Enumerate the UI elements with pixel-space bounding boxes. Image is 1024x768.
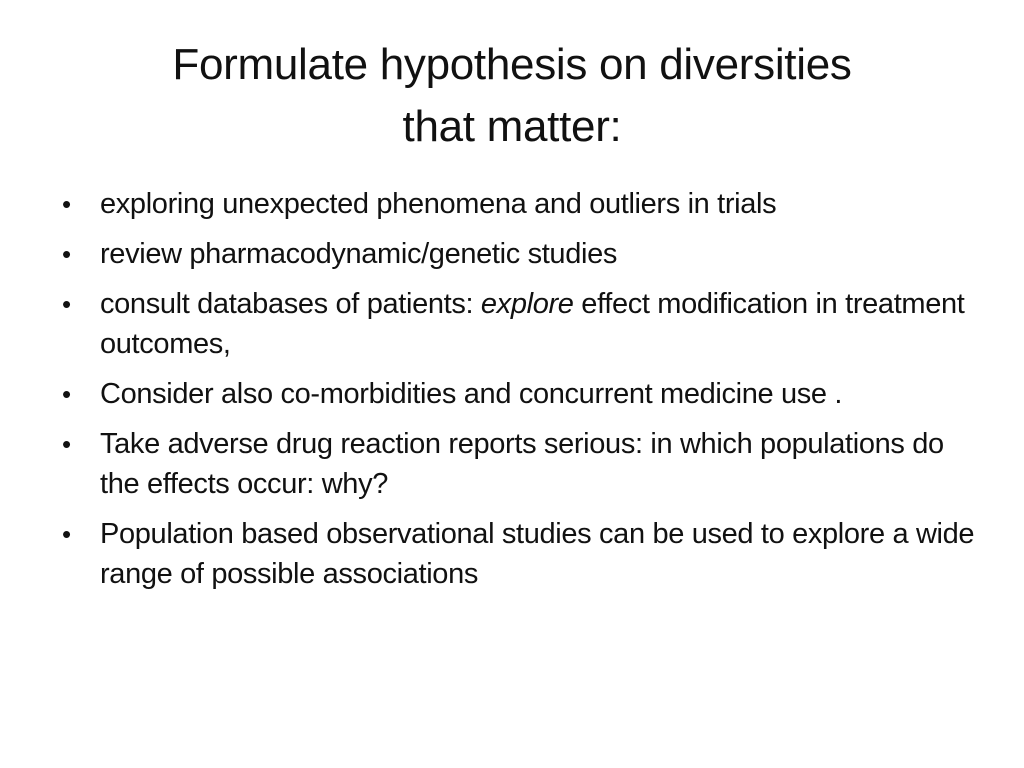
slide-title bbox=[60, 34, 964, 158]
bullet-text-end: effect modification in treatment outcomes, bbox=[100, 288, 965, 360]
bullet-text: exploring unexpected phenomena and outliers in trials bbox=[100, 188, 777, 220]
bullet-dot-icon: • bbox=[62, 289, 71, 319]
bullet-text: Take adverse drug reaction reports serious: in which populations do the effects occur: why? bbox=[100, 428, 944, 500]
bullet-list bbox=[56, 184, 976, 604]
bullet-dot-icon: • bbox=[62, 379, 71, 409]
bullet-text: Population based observational studies can be used to explore a wide range of possible associations bbox=[100, 518, 975, 590]
slide-title-line-2: that matter: bbox=[402, 102, 622, 151]
bullet-item-1 bbox=[56, 184, 976, 224]
bullet-text bbox=[100, 288, 964, 360]
slide-title-line-1: Formulate hypothesis on diversities bbox=[172, 40, 852, 89]
bullet-text: review pharmacodynamic/genetic studies bbox=[100, 238, 618, 270]
bullet-dot-icon: • bbox=[62, 189, 71, 219]
bullet-item-3 bbox=[56, 284, 976, 364]
bullet-text-emphasis: explore bbox=[480, 288, 574, 320]
bullet-dot-icon: • bbox=[62, 519, 71, 549]
bullet-item-6 bbox=[56, 514, 976, 594]
bullet-item-4 bbox=[56, 374, 976, 414]
bullet-item-5 bbox=[56, 424, 976, 504]
bullet-dot-icon: • bbox=[62, 239, 71, 269]
bullet-text: Consider also co-morbidities and concurrent medicine use . bbox=[100, 378, 843, 410]
bullet-item-2 bbox=[56, 234, 976, 274]
bullet-text-start: consult databases of patients: bbox=[100, 288, 481, 320]
bullet-dot-icon: • bbox=[62, 429, 71, 459]
